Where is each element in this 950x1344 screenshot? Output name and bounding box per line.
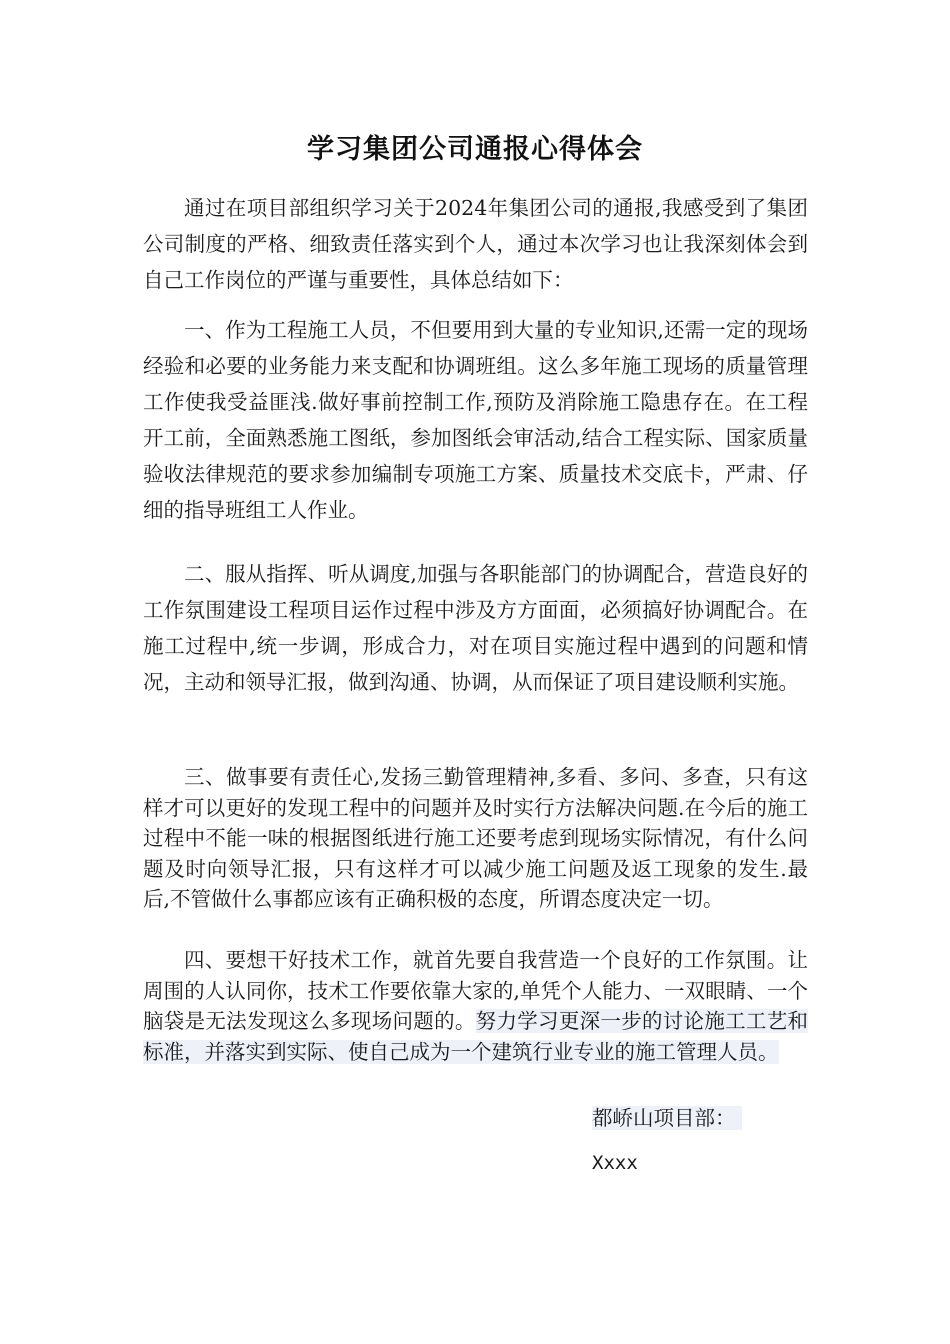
signature-department <box>592 1103 742 1133</box>
paragraph-point-2: 二、服从指挥、听从调度,加强与各职能部门的协调配合，营造良好的工作氛围建设工程项目运作过程中涉及方方面面，必须搞好协调配合。在施工过程中,统一步调，形成合力，对在项目实施过程中遇到的问题和情况，主动和领导汇报，做到沟通、协调，从而保证了项目建设顺利实施。 <box>143 562 808 694</box>
paragraph-point-3: 三、做事要有责任心,发扬三勤管理精神,多看、多问、多查，只有这样才可以更好的发现工程中的问题并及时实行方法解决问题.在今后的施工过程中不能一味的根据图纸进行施工还要考虑到现场实际情况，有什么问题及时向领导汇报，只有这样才可以减少施工问题及返工现象的发生.最后,不管做什么事都应该有正确积极的态度，所谓态度决定一切。 <box>143 765 808 911</box>
paragraph-point-4 <box>143 945 808 1067</box>
paragraph-point-4-highlighted-text: 努力学习更深一步的讨论施工工艺和标准，并落实到实际、使自己成为一个建筑行业专业的施工管理人员。 <box>143 1009 809 1064</box>
paragraph-point-1: 一、作为工程施工人员，不但要用到大量的专业知识,还需一定的现场经验和必要的业务能力来支配和协调班组。这么多年施工现场的质量管理工作使我受益匪浅.做好事前控制工作,预防及消除施工隐患存在。在工程开工前，全面熟悉施工图纸，参加图纸会审活动,结合工程实际、国家质量验收法律规范的要求参加编制专项施工方案、质量技术交底卡，严肃、仔细的指导班组工人作业。 <box>143 318 808 522</box>
signature-department-text: 都峤山项目部： <box>592 1106 742 1130</box>
paragraph-point-4-text: 四、要想干好技术工作，就首先要自我营造一个良好的工作氛围。让周围的人认同你，技术工作要依靠大家的,单凭个人能力、一双眼睛、一个脑袋是无法发现这么多现场问题的。 <box>143 948 808 1033</box>
document-title: 学习集团公司通报心得体会 <box>307 134 643 165</box>
signature-name: Xxxx <box>592 1152 638 1174</box>
intro-paragraph: 通过在项目部组织学习关于2024年集团公司的通报,我感受到了集团公司制度的严格、细致责任落实到个人，通过本次学习也让我深刻体会到自己工作岗位的严谨与重要性，具体总结如下： <box>143 196 808 292</box>
